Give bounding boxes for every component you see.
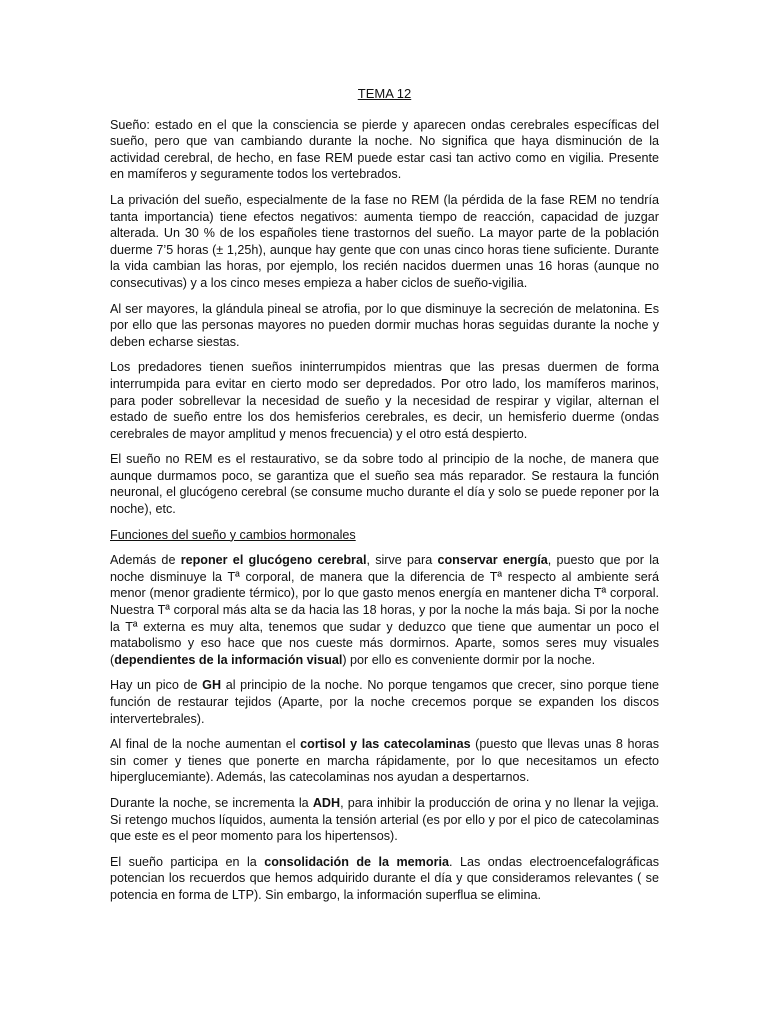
text-run: , puesto que por la noche disminuye la Tª corporal, de manera que la diferencia de Tª respecto al ambiente será menor (menor gradiente térmico), por lo que gasto menos energía en mantener dicha Tª corporal. Nuestra Tª corporal más alta se da hacia las 18 horas, y por la noche la más baja. Si por la noche la Tª externa es muy alta, tenemos que sudar y deduzco que tiene que aumentar un poco el matabolismo y eso hace que nos cueste más dormirnos. Aparte, somos seres muy visuales (	[110, 553, 660, 667]
text-run: (puesto que llevas unas 8 horas sin comer y tienes que ponerte en marcha rápidamente, por lo que necesitamos un efecto hiperglucemiante). Además, las catecolaminas nos ayudan a despertarnos.	[110, 737, 659, 785]
text-run: . Las ondas electroencefalográficas potencian los recuerdos que hemos adquirido durante el día y que consideramos relevantes ( se potencia en forma de LTP). Sin embargo, la información superflua se elimina.	[110, 854, 659, 902]
bold-term: consolidación de la memoria	[264, 854, 449, 869]
text-run: Durante la noche, se incrementa la	[110, 795, 313, 810]
paragraph-predators-prey: Los predadores tienen sueños ininterrumpidos mientras que las presas duermen de forma interrumpida para evitar en cierto modo ser depredados. Por otro lado, los mamíferos marinos, para poder sobrellevar la necesidad de sueño y la necesidad de respirar y vigilar, alternan el estado de sueño entre los dos hemisferios cerebrales, es decir, un hemisferio duerme (ondas cerebrales de mayor amplitud y menos frecuencia) y el otro está despierto.	[110, 360, 659, 441]
paragraph-energy-conservation	[110, 552, 659, 668]
text-run: Al final de la noche aumentan el	[110, 737, 301, 752]
bold-term: GH	[202, 678, 222, 693]
paragraph-cortisol	[110, 736, 659, 786]
bold-term: dependientes de la información visual	[114, 652, 343, 667]
text-run: El sueño participa en la	[110, 854, 265, 869]
document-page	[110, 86, 659, 913]
bold-term: conservar energía	[437, 553, 548, 568]
bold-term: ADH	[312, 795, 341, 810]
paragraph-non-rem-restorative: El sueño no REM es el restaurativo, se da sobre todo al principio de la noche, de manera que aunque durmamos poco, se garantiza que el sueño sea más reparador. Se restaura la función neuronal, el glucógeno cerebral (se consume mucho durante el día y solo se puede reponer por la noche), etc.	[110, 452, 659, 517]
bold-term: cortisol y las catecolaminas	[300, 737, 471, 752]
paragraph-gh-peak	[110, 677, 659, 727]
text-run: ) por ello es conveniente dormir por la noche.	[342, 652, 596, 667]
paragraph-sleep-definition: Sueño: estado en el que la consciencia se pierde y aparecen ondas cerebrales específicas del sueño, pero que van cambiando durante la noche. No significa que haya disminución de la actividad cerebral, de hecho, en fase REM puede estar casi tan activo como en vigilia. Presente en mamíferos y seguramente todos los vertebrados.	[110, 117, 659, 182]
document-title: TEMA 12	[357, 86, 412, 101]
text-run: , para inhibir la producción de orina y no llenar la vejiga. Si retengo muchos líquidos, aumenta la tensión arterial (es por ello y por el pico de catecolaminas que este es el peor momento para los hipertensos).	[110, 795, 659, 844]
section-subheading: Funciones del sueño y cambios hormonales	[110, 527, 356, 542]
text-run: al principio de la noche. No porque tengamos que crecer, sino porque tiene función de restaurar tejidos (Aparte, por la noche crecemos porque se expanden los discos intervertebrales).	[110, 678, 659, 726]
bold-term: reponer el glucógeno cerebral	[180, 553, 367, 568]
paragraph-pineal-gland: Al ser mayores, la glándula pineal se atrofia, por lo que disminuye la secreción de melatonina. Es por ello que las personas mayores no pueden dormir muchas horas seguidas durante la noche y deben echarse siestas.	[110, 301, 659, 349]
paragraph-sleep-deprivation: La privación del sueño, especialmente de la fase no REM (la pérdida de la fase REM no tendría tanta importancia) tiene efectos negativos: aumenta tiempo de reacción, capacidad de juzgar alterada. Un 30 % de los españoles tiene trastornos del sueño. La mayor parte de la población duerme 7’5 horas (± 1,25h), aunque hay gente que con unas cinco horas tiene suficiente. Durante la vida cambian las horas, por ejemplo, los recién nacidos duermen unas 16 horas (aunque no consecutivas) y a los cinco meses empieza a haber ciclos de sueño-vigilia.	[110, 192, 659, 290]
text-run: , sirve para	[366, 553, 438, 568]
text-run: Además de	[110, 553, 181, 568]
text-run: Hay un pico de	[110, 678, 203, 693]
paragraph-memory-consolidation	[110, 854, 659, 904]
paragraph-adh	[110, 795, 659, 845]
